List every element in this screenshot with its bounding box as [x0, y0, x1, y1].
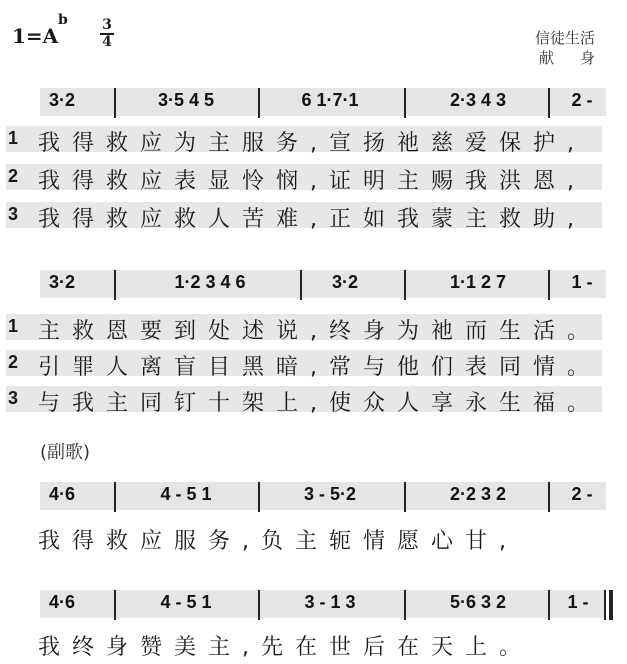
final-barline-thin: [604, 590, 606, 620]
barline: [258, 482, 260, 512]
verse-text: 我得救应救人苦难,正如我蒙主救助,: [38, 207, 586, 232]
time-signature: [100, 18, 114, 50]
note-group: 3·2: [331, 272, 359, 292]
final-barline-thick: [609, 590, 613, 620]
barline: [114, 590, 116, 620]
note-group: 3 - 5·2: [303, 484, 357, 504]
barline: [300, 270, 302, 300]
verse-text: 主救恩要到处述说,终身为祂而生活。: [38, 319, 601, 344]
chorus-notes-row-1: [0, 482, 627, 516]
note-group: 1·2 3 4 6: [174, 272, 246, 292]
verse-text: 我得救应为主服务,宣扬祂慈爱保护,: [38, 131, 586, 156]
chorus-lyric-line: [0, 524, 627, 554]
note-group: 4·6: [48, 592, 76, 612]
note-group: 1 -: [567, 592, 589, 612]
note-group: 3·2: [48, 272, 76, 292]
verse-number: 3: [8, 388, 19, 408]
key-label: 1=A: [12, 24, 59, 48]
verse-number: 3: [8, 204, 19, 224]
verse-line: [0, 126, 627, 156]
verse-number: 2: [8, 352, 19, 372]
key-signature: [12, 12, 112, 50]
verse-number: 1: [8, 128, 19, 148]
chorus-text: 我终身赞美主,先在世后在天上。: [38, 635, 533, 660]
time-top: 3: [102, 17, 112, 33]
barline: [404, 482, 406, 512]
notes-row-1: [0, 88, 627, 122]
note-group: 4·6: [48, 484, 76, 504]
note-group: 5·6 3 2: [449, 592, 507, 612]
note-group: 1 -: [571, 272, 593, 292]
verse-number: 1: [8, 316, 19, 336]
note-group: 1·1 2 7: [449, 272, 507, 292]
note-group: 2 -: [571, 90, 593, 110]
barline: [258, 88, 260, 118]
barline: [404, 88, 406, 118]
barline: [114, 88, 116, 118]
note-group: 4 - 5 1: [160, 592, 212, 612]
verse-line: [0, 350, 627, 380]
verse-line: [0, 164, 627, 194]
note-group: 6 1·7·1: [301, 90, 359, 110]
verse-text: 与我主同钉十架上,使众人享永生福。: [38, 391, 601, 416]
notes-row-2: [0, 270, 627, 304]
note-group: 4 - 5 1: [160, 484, 212, 504]
chorus-label: (副歌): [40, 442, 91, 463]
barline: [548, 88, 550, 118]
barline: [114, 482, 116, 512]
note-group: 2 -: [571, 484, 593, 504]
barline: [404, 270, 406, 300]
verse-number: 2: [8, 166, 19, 186]
barline: [404, 590, 406, 620]
chorus-lyric-line: [0, 630, 627, 660]
chorus-text: 我得救应服务,负主轭情愿心甘,: [38, 529, 518, 554]
barline: [548, 482, 550, 512]
credits: [534, 28, 621, 68]
note-group: 2·3 4 3: [449, 90, 507, 110]
verse-line: [0, 202, 627, 232]
note-group: 2·2 3 2: [449, 484, 507, 504]
credit-line-2: 献身: [538, 49, 621, 67]
barline: [114, 270, 116, 300]
time-bottom: 4: [100, 33, 114, 50]
barline: [548, 590, 550, 620]
credit-line-1: 信徒生活: [534, 29, 595, 47]
note-group: 3·2: [48, 90, 76, 110]
note-group: 3·5 4 5: [157, 90, 215, 110]
verse-line: [0, 386, 627, 416]
barline: [258, 590, 260, 620]
verse-text: 我得救应表显怜悯,证明主赐我洪恩,: [38, 169, 586, 194]
barline: [548, 270, 550, 300]
chorus-notes-row-2: [0, 590, 627, 624]
note-group: 3 - 1 3: [304, 592, 356, 612]
flat-sign: b: [58, 12, 68, 28]
verse-line: [0, 314, 627, 344]
verse-text: 引罪人离盲目黑暗,常与他们表同情。: [38, 355, 601, 380]
